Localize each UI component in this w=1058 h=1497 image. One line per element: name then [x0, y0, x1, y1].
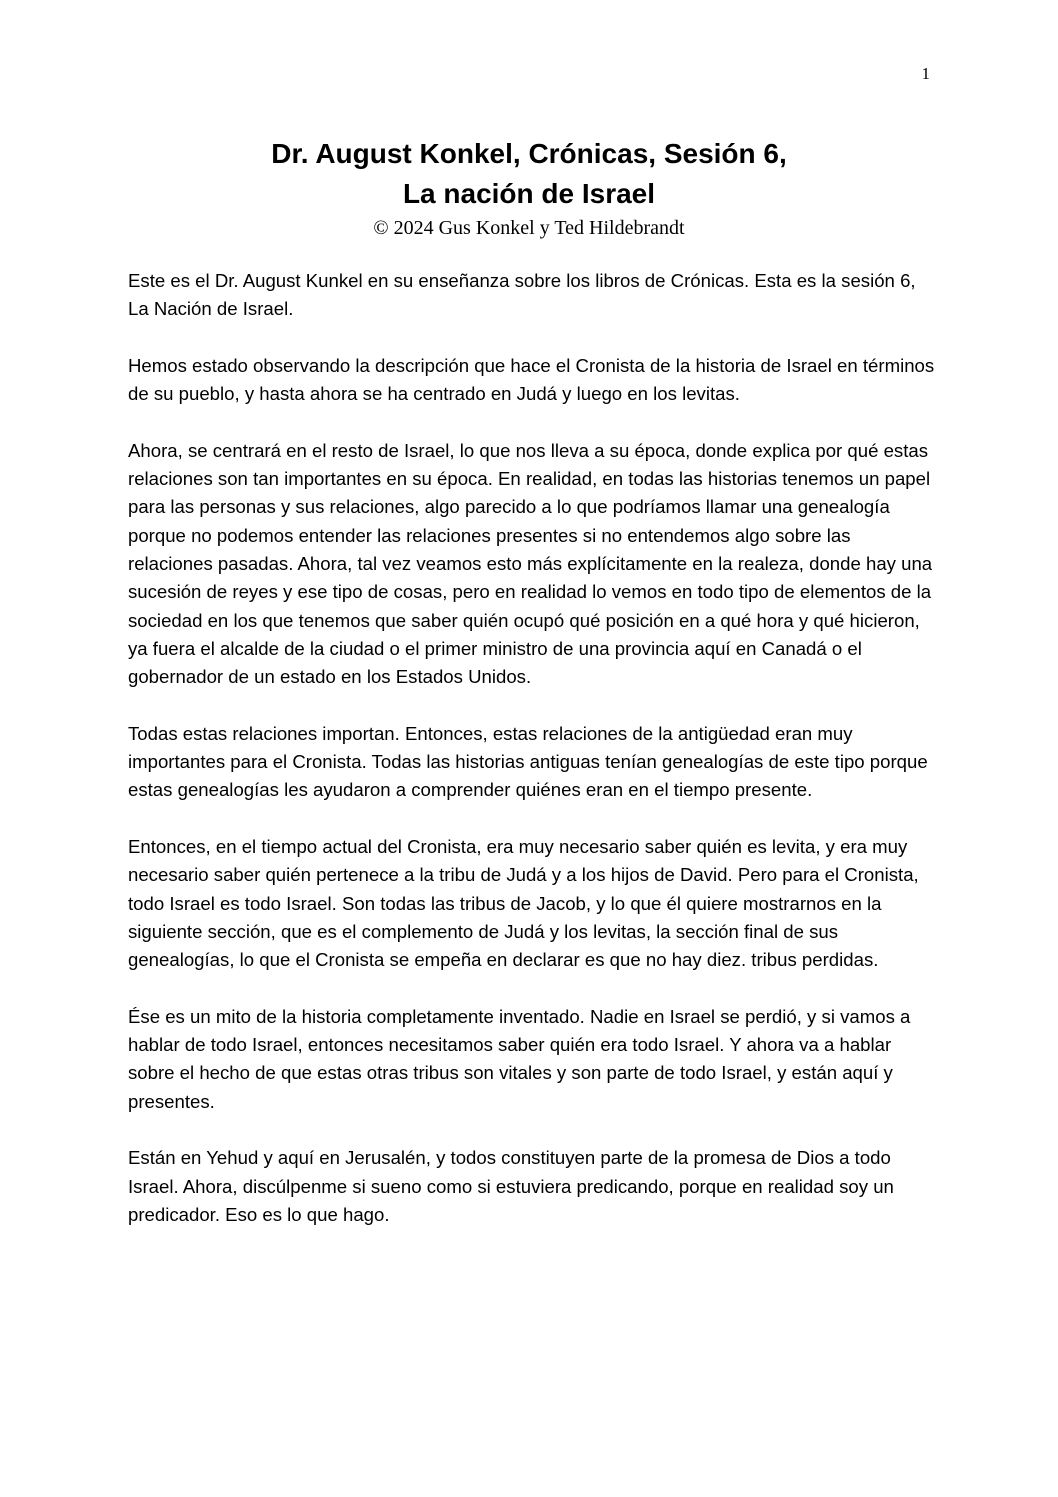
- paragraph: Entonces, en el tiempo actual del Cronista, era muy necesario saber quién es levita, y era muy necesario saber quién pertenece a la tribu de Judá y a los hijos de David. Pero para el Cronista, todo Israel es todo Israel. Son todas las tribus de Jacob, y lo que él quiere mostrarnos en la siguiente sección, que es el complemento de Judá y los levitas, la sección final de sus genealogías, lo que el Cronista se empeña en declarar es que no hay diez. tribus perdidas.: [128, 835, 919, 971]
- paragraph: Ahora, se centrará en el resto de Israel, lo que nos lleva a su época, donde explica por qué estas relaciones son tan importantes en su época. En realidad, en todas las historias tenemos un papel para las personas y sus relaciones, algo parecido a lo que podríamos llamar una genealogía porque no podemos entender las relaciones presentes si no entendemos algo sobre las relaciones pasadas. Ahora, tal vez veamos esto más explícitamente en la realeza, donde hay una sucesión de reyes y ese tipo de cosas, pero en realidad lo vemos en todo tipo de elementos de la sociedad en los que tenemos que saber quién ocupó qué posición en a qué hora y qué hicieron, ya fuera el alcalde de la ciudad o el primer ministro de una provincia aquí en Canadá o el gobernador de un estado en los Estados Unidos.: [128, 439, 933, 688]
- document-title: [0, 134, 1058, 214]
- paragraph: Este es el Dr. August Kunkel en su enseñanza sobre los libros de Crónicas. Esta es la sesión 6, La Nación de Israel.: [128, 270, 916, 320]
- copyright-notice: © 2024 Gus Konkel y Ted Hildebrandt: [373, 217, 685, 239]
- title-line-2: La nación de Israel: [402, 178, 656, 209]
- paragraph: Hemos estado observando la descripción que hace el Cronista de la historia de Israel en términos de su pueblo, y hasta ahora se ha centrado en Judá y luego en los levitas.: [128, 354, 935, 405]
- document-body: [128, 267, 938, 1257]
- paragraph: Ése es un mito de la historia completamente inventado. Nadie en Israel se perdió, y si vamos a hablar de todo Israel, entonces necesitamos saber quién era todo Israel. Y ahora va a hablar sobre el hecho de que estas otras tribus son vitales y son parte de todo Israel, y están aquí y presentes.: [128, 1005, 911, 1112]
- paragraph: Están en Yehud y aquí en Jerusalén, y todos constituyen parte de la promesa de Dios a todo Israel. Ahora, discúlpenme si sueno como si estuviera predicando, porque en realidad soy un predicador. Eso es lo que hago.: [128, 1147, 894, 1225]
- paragraph: Todas estas relaciones importan. Entonces, estas relaciones de la antigüedad eran muy importantes para el Cronista. Todas las historias antiguas tenían genealogías de este tipo porque estas genealogías les ayudaron a comprender quiénes eran en el tiempo presente.: [128, 722, 928, 801]
- page-number: 1: [921, 64, 930, 83]
- title-line-1: Dr. August Konkel, Crónicas, Sesión 6,: [271, 138, 787, 169]
